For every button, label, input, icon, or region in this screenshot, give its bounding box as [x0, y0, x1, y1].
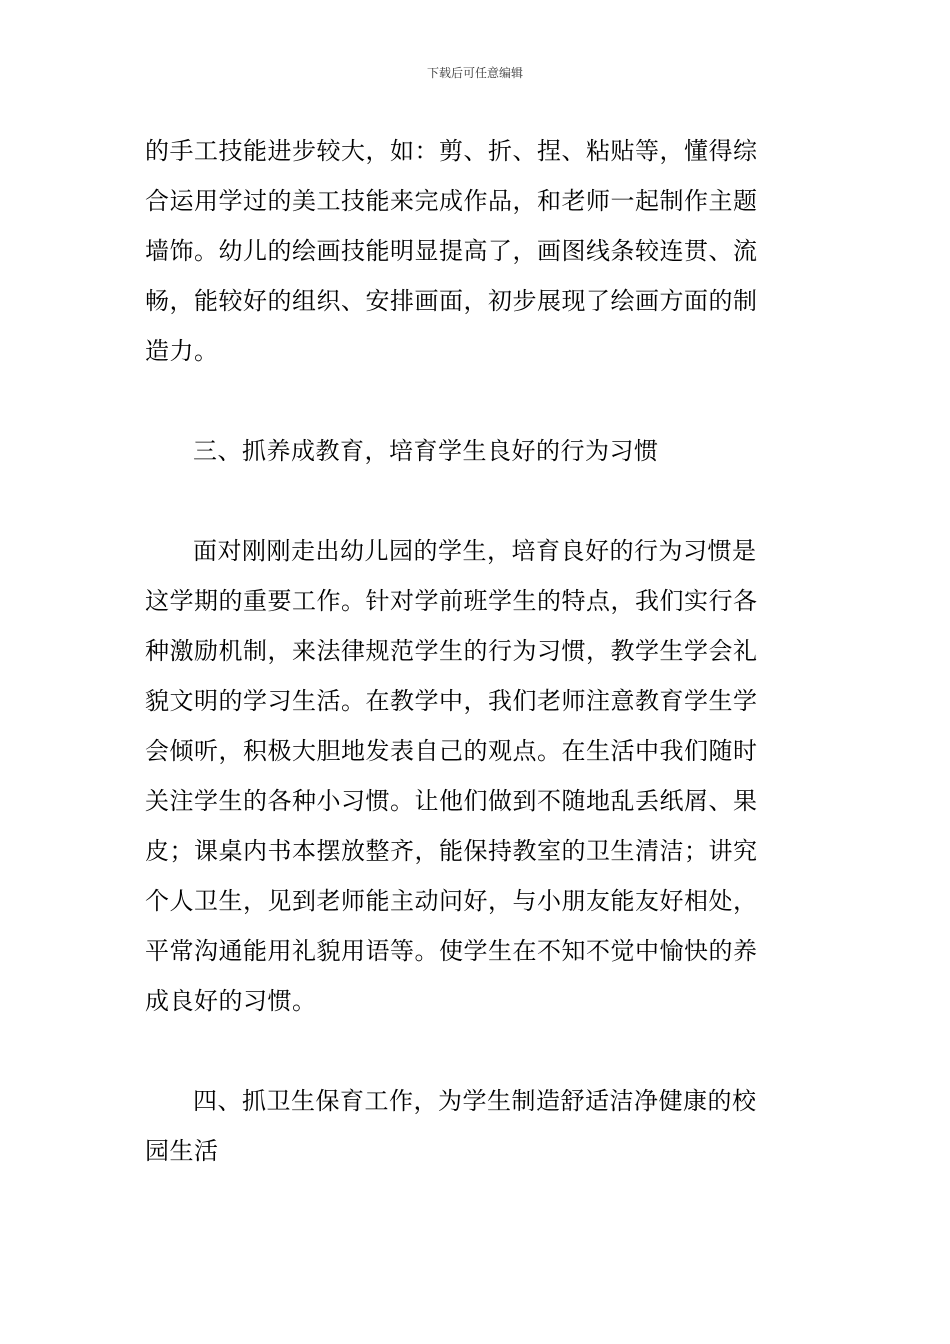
paragraph-spacer [145, 1026, 805, 1076]
text-line: 这学期的重要工作。针对学前班学生的特点，我们实行各 [145, 587, 758, 615]
text-line: 的手工技能进步较大，如：剪、折、捏、粘贴等，懂得综 [145, 137, 758, 165]
text-line: 园生活 [145, 1137, 219, 1165]
text-line: 关注学生的各种小习惯。让他们做到不随地乱丢纸屑、果 [145, 787, 758, 815]
page-header-note: 下载后可任意编辑 [426, 66, 523, 80]
paragraph-habits [145, 526, 805, 1026]
paragraph-spacer [145, 376, 805, 426]
section-heading-4 [145, 1076, 805, 1176]
text-line: 平常沟通能用礼貌用语等。使学生在不知不觉中愉快的养 [145, 937, 758, 965]
document-body [145, 126, 805, 1176]
text-line: 造力。 [145, 337, 219, 365]
text-line: 个人卫生，见到老师能主动问好，与小朋友能友好相处， [145, 887, 758, 915]
text-line: 畅，能较好的组织、安排画面，初步展现了绘画方面的制 [145, 287, 758, 315]
text-line: 四、抓卫生保育工作，为学生制造舒适洁净健康的校 [193, 1087, 757, 1115]
text-line: 成良好的习惯。 [145, 987, 317, 1015]
text-line: 皮；课桌内书本摆放整齐，能保持教室的卫生清洁；讲究 [145, 837, 758, 865]
text-line: 会倾听，积极大胆地发表自己的观点。在生活中我们随时 [145, 737, 758, 765]
text-line: 面对刚刚走出幼儿园的学生，培育良好的行为习惯是 [193, 537, 757, 565]
text-line: 墙饰。幼儿的绘画技能明显提高了，画图线条较连贯、流 [145, 237, 758, 265]
paragraph-art-skills [145, 126, 805, 376]
paragraph-spacer [145, 476, 805, 526]
text-line: 貌文明的学习生活。在教学中，我们老师注意教育学生学 [145, 687, 758, 715]
text-line: 种激励机制，来法律规范学生的行为习惯，教学生学会礼 [145, 637, 758, 665]
text-line: 合运用学过的美工技能来完成作品，和老师一起制作主题 [145, 187, 758, 215]
section-heading-3: 三、抓养成教育，培育学生良好的行为习惯 [193, 437, 659, 465]
